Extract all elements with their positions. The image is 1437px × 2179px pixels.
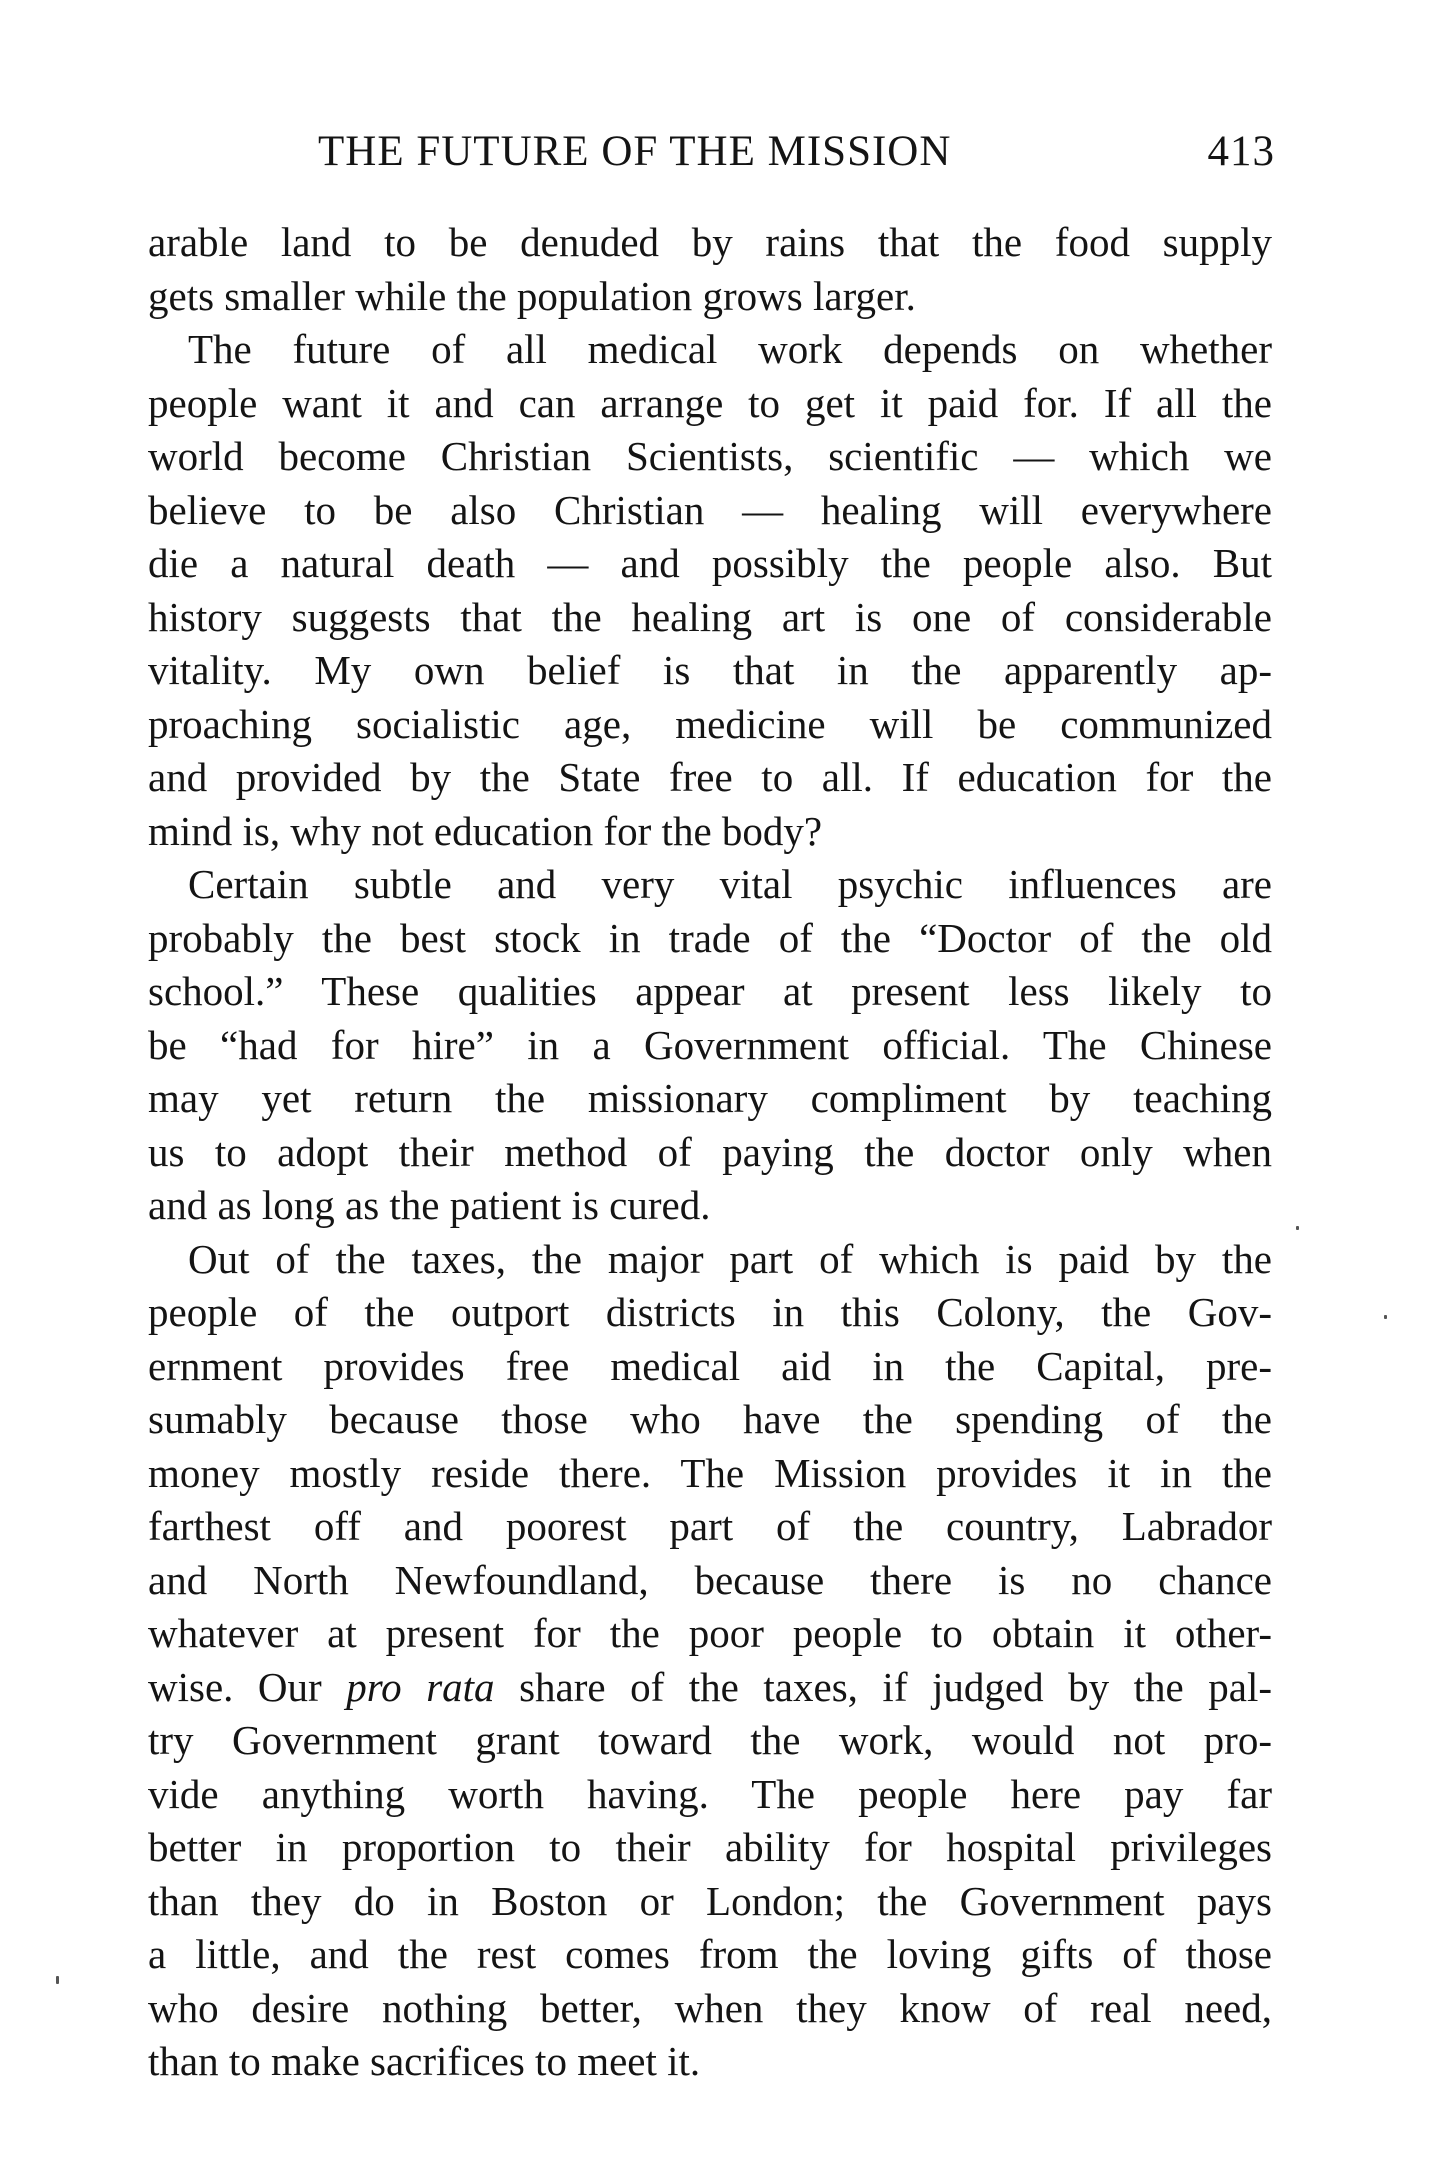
running-head-title: THE FUTURE OF THE MISSION bbox=[318, 128, 952, 175]
text-line: than to make sacrifices to meet it. bbox=[148, 2038, 701, 2084]
text-line: proaching socialistic age, medicine will be communized bbox=[148, 700, 1272, 747]
text-line: vide anything worth having. The people here pay far bbox=[148, 1770, 1272, 1817]
text-line: be “had for hire” in a Government official. The Chinese bbox=[148, 1021, 1272, 1068]
text-line: and as long as the patient is cured. bbox=[148, 1182, 711, 1228]
text-line: probably the best stock in trade of the “Doctor of the old bbox=[148, 914, 1272, 961]
text-line: may yet return the missionary compliment by teaching bbox=[148, 1075, 1272, 1121]
text-line: try Government grant toward the work, would not pro- bbox=[148, 1717, 1272, 1763]
paragraph-4 bbox=[148, 1233, 1272, 2089]
text-line: better in proportion to their ability for hospital privileges bbox=[148, 1824, 1272, 1870]
paper-speck bbox=[56, 1976, 59, 1984]
paragraph-1 bbox=[148, 216, 1272, 323]
text-line: arable land to be denuded by rains that the food supply bbox=[148, 219, 1272, 265]
paragraph-3 bbox=[148, 858, 1272, 1233]
text-line: history suggests that the healing art is one of considerable bbox=[148, 593, 1272, 640]
text-line: Certain subtle and very vital psychic influences are bbox=[188, 861, 1272, 907]
paragraph-2 bbox=[148, 323, 1272, 858]
text-line: than they do in Boston or London; the Government pays bbox=[148, 1877, 1272, 1924]
text-line: farthest off and poorest part of the country, Labrador bbox=[148, 1503, 1272, 1549]
text-line-with-italic bbox=[148, 1661, 1272, 1715]
text-line: school.” These qualities appear at present less likely to bbox=[148, 968, 1272, 1014]
running-head bbox=[318, 122, 1340, 182]
text-line: The future of all medical work depends on whether bbox=[188, 326, 1272, 372]
text-line: Out of the taxes, the major part of which is paid by the bbox=[188, 1235, 1272, 1282]
text-line: gets smaller while the population grows larger. bbox=[148, 272, 916, 319]
text-line: die a natural death — and possibly the people also. But bbox=[148, 540, 1272, 586]
text-line: sumably because those who have the spending of the bbox=[148, 1396, 1272, 1442]
text-line: a little, and the rest comes from the loving gifts of those bbox=[148, 1931, 1272, 1977]
text-line: world become Christian Scientists, scientific — which we bbox=[148, 433, 1272, 479]
text-line: ernment provides free medical aid in the Capital, pre- bbox=[148, 1342, 1272, 1389]
text-line: us to adopt their method of paying the doctor only when bbox=[148, 1128, 1272, 1175]
text-line: vitality. My own belief is that in the apparently ap- bbox=[148, 647, 1272, 693]
italic-phrase: pro rata bbox=[346, 1663, 495, 1710]
page-body bbox=[148, 216, 1272, 2089]
page-number: 413 bbox=[1207, 128, 1275, 175]
text-line: money mostly reside there. The Mission provides it in the bbox=[148, 1449, 1272, 1496]
text-line: people want it and can arrange to get it paid for. If all the bbox=[148, 379, 1272, 426]
text-segment: wise. Our bbox=[148, 1663, 347, 1710]
text-line: people of the outport districts in this Colony, the Gov- bbox=[148, 1289, 1272, 1335]
text-line: mind is, why not education for the body? bbox=[148, 807, 823, 854]
text-line: and provided by the State free to all. If education for the bbox=[148, 754, 1272, 800]
text-line: who desire nothing better, when they know of real need, bbox=[148, 1984, 1272, 2031]
text-line: whatever at present for the poor people to obtain it other- bbox=[148, 1610, 1272, 1656]
text-line: believe to be also Christian — healing will everywhere bbox=[148, 486, 1272, 533]
paper-speck bbox=[1384, 1315, 1387, 1319]
text-segment: share of the taxes, if judged by the pal- bbox=[494, 1663, 1273, 1710]
text-line: and North Newfoundland, because there is no chance bbox=[148, 1556, 1272, 1603]
paper-speck bbox=[1296, 1226, 1299, 1230]
